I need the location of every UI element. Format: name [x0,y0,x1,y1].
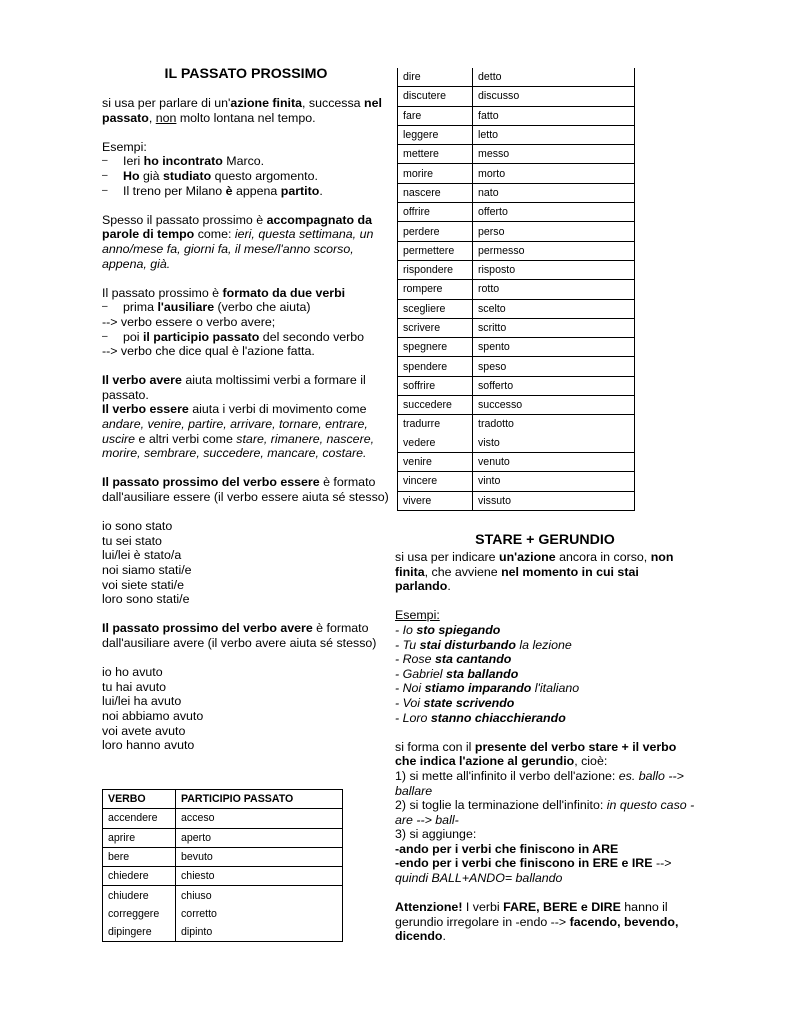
verb-cell: dipingere [103,923,176,942]
table-row [398,125,635,144]
verb-cell: vincere [398,472,473,491]
verb-cell: correggere [103,905,176,923]
section-title: STARE + GERUNDIO [475,532,615,548]
participle-cell: perso [473,222,635,241]
table-row [398,434,635,453]
examples-label: Esempi: [395,608,440,623]
formation-list [102,300,390,315]
participle-cell: successo [473,396,635,415]
list-item: – poi il participio passato del secondo verbo [102,330,390,345]
list-item: - Noi stiamo imparando l'italiano [395,681,580,696]
participle-cell: letto [473,125,635,144]
participle-cell: rotto [473,280,635,299]
table-row [398,260,635,279]
table-row [398,376,635,395]
examples-label: Esempi: [102,139,147,154]
verb-cell: vivere [398,491,473,510]
table-row [398,106,635,125]
verb-cell: rispondere [398,260,473,279]
table-row [398,183,635,202]
table-row [398,338,635,357]
attenzione-paragraph: Attenzione! I verbi FARE, BERE e DIRE hanno il gerundio irregolare in -endo --> facendo, bevendo, dicendo. [395,900,679,944]
gerundio-intro: si usa per indicare un'azione ancora in corso, non finita, che avviene nel momento in cui stai parlando. [395,550,674,594]
verb-cell: accendere [103,809,176,828]
list-item: - Voi state scrivendo [395,695,515,710]
list-item: lui/lei ha avuto [102,694,182,709]
verb-cell: morire [398,164,473,183]
participle-cell: discusso [473,87,635,106]
verb-cell: offrire [398,203,473,222]
formation-list-2 [102,330,390,345]
avere-paragraph: Il verbo avere aiuta moltissimi verbi a formare il passato. [102,373,366,402]
list-item: noi siamo stati/e [102,563,192,577]
participle-cell: aperto [176,828,343,847]
essere-paragraph: Il verbo essere aiuta i verbi di movimento come andare, venire, partire, arrivare, tornare, entrare, uscire e altri verbi come stare, rimanere, nascere, morire, sembrare, succedere, mancare, costare. [102,402,375,461]
participle-cell: scelto [473,299,635,318]
essere-conjugation [102,519,390,607]
step-ando: -ando per i verbi che finiscono in ARE [395,841,619,856]
step-1: 1) si mette all'infinito il verbo dell'azione: es. ballo --> ballare [395,768,684,798]
passato-intro: si usa per parlare di un'azione finita, successa nel passato, non molto lontana nel tempo. [102,96,382,125]
pp-avere-paragraph: Il passato prossimo del verbo avere è formato dall'ausiliare avere (il verbo avere aiuta sé stesso) [102,621,377,650]
verb-cell: venire [398,452,473,471]
verb-cell: spegnere [398,338,473,357]
participle-table-right [397,68,635,511]
column-header-participle: PARTICIPIO PASSATO [176,790,343,809]
table-row [398,299,635,318]
verb-cell: discutere [398,87,473,106]
verb-cell: aprire [103,828,176,847]
table-row [103,828,343,847]
participle-cell: sofferto [473,376,635,395]
table-row [398,145,635,164]
verb-cell: leggere [398,125,473,144]
participle-cell: acceso [176,809,343,828]
list-item: voi avete avuto [102,723,186,738]
time-words-paragraph: Spesso il passato prossimo è accompagnato da parole di tempo come: ieri, questa settimana, un anno/mese fa, giorni fa, il mese/l'anno scorso, appena, già. [102,212,374,271]
table-row [103,905,343,923]
list-item: noi abbiamo avuto [102,708,204,723]
table-row [398,68,635,87]
verb-cell: tradurre [398,415,473,434]
gerundio-examples [395,623,695,725]
column-header-verb: VERBO [103,790,176,809]
participle-cell: messo [473,145,635,164]
table-row [398,472,635,491]
participle-cell: speso [473,357,635,376]
list-item: voi siete stati/e [102,577,184,592]
verb-cell: nascere [398,183,473,202]
list-item: - Gabriel sta ballando [395,666,519,681]
list-item: tu hai avuto [102,679,167,694]
table-row [103,886,343,905]
list-item: – Ho già studiato questo argomento. [102,169,390,184]
verb-cell: chiedere [103,867,176,886]
formation-arrow-2: --> verbo che dice qual è l'azione fatta. [102,344,315,359]
stare-gerundio-section [395,532,695,944]
verb-cell: scrivere [398,318,473,337]
verb-cell: dire [398,68,473,87]
participle-cell: bevuto [176,847,343,866]
list-item: lui/lei è stato/a [102,548,182,563]
participle-cell: tradotto [473,415,635,434]
table-row [398,491,635,510]
table-row [398,396,635,415]
participle-cell: offerto [473,203,635,222]
verb-cell: permettere [398,241,473,260]
table-row [103,847,343,866]
table-row [103,809,343,828]
table-header-row [103,790,343,809]
step-example: quindi BALL+ANDO= ballando [395,871,563,886]
participle-cell: vissuto [473,491,635,510]
participle-table-left [102,789,343,942]
page-title: IL PASSATO PROSSIMO [164,66,328,82]
participle-cell: chiuso [176,886,343,905]
formation-steps: si forma con il presente del verbo stare + il verbo che indica l'azione al gerundio, cioè: [395,739,677,769]
table-row [398,222,635,241]
step-3: 3) si aggiunge: [395,827,477,842]
list-item: - Loro stanno chiacchierando [395,710,566,725]
verb-cell: perdere [398,222,473,241]
list-item: – Ieri ho incontrato Marco. [102,154,390,169]
list-item: io sono stato [102,519,173,534]
table-row [398,415,635,434]
formation-paragraph: Il passato prossimo è formato da due verbi [102,285,346,300]
verb-cell: succedere [398,396,473,415]
table-row [398,357,635,376]
left-column [102,66,390,753]
list-item: - Rose sta cantando [395,652,512,667]
participle-cell: visto [473,434,635,453]
passato-examples [102,154,390,198]
verb-cell: scegliere [398,299,473,318]
list-item: – Il treno per Milano è appena partito. [102,184,390,199]
verb-cell: soffrire [398,376,473,395]
table-row [398,241,635,260]
verb-cell: vedere [398,434,473,453]
table-row [103,867,343,886]
table-row [398,318,635,337]
verb-cell: bere [103,847,176,866]
table-row [398,164,635,183]
verb-cell: chiudere [103,886,176,905]
participle-cell: venuto [473,452,635,471]
participle-cell: corretto [176,905,343,923]
table-row [398,452,635,471]
participle-cell: chiesto [176,867,343,886]
list-item: - Tu stai disturbando la lezione [395,637,572,652]
participle-cell: detto [473,68,635,87]
participle-cell: spento [473,338,635,357]
table-row [103,923,343,942]
formation-arrow-1: --> verbo essere o verbo avere; [102,314,276,329]
participle-cell: scritto [473,318,635,337]
list-item: tu sei stato [102,533,162,548]
participle-cell: nato [473,183,635,202]
list-item: loro sono stati/e [102,592,190,607]
list-item: – prima l'ausiliare (verbo che aiuta) [102,300,390,315]
participle-cell: permesso [473,241,635,260]
participle-cell: morto [473,164,635,183]
table-row [398,203,635,222]
verb-cell: fare [398,106,473,125]
participle-cell: fatto [473,106,635,125]
verb-cell: rompere [398,280,473,299]
step-endo: -endo per i verbi che finiscono in ERE e IRE --> [395,856,672,871]
participle-cell: risposto [473,260,635,279]
table-row [398,87,635,106]
pp-essere-paragraph: Il passato prossimo del verbo essere è formato dall'ausiliare essere (il verbo essere aiuta sé stesso) [102,475,389,505]
step-2: 2) si toglie la terminazione dell'infinito: in questo caso -are --> ball- [395,798,695,827]
verb-cell: spendere [398,357,473,376]
list-item: - Io sto spiegando [395,622,501,637]
avere-conjugation [102,665,390,753]
list-item: io ho avuto [102,665,163,680]
table-row [398,280,635,299]
participle-cell: vinto [473,472,635,491]
participle-cell: dipinto [176,923,343,942]
list-item: loro hanno avuto [102,738,195,753]
verb-cell: mettere [398,145,473,164]
